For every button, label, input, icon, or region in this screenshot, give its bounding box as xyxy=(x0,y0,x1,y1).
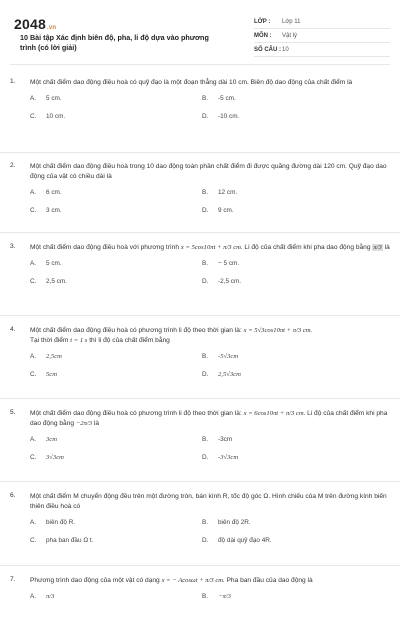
option-d[interactable] xyxy=(202,113,374,120)
option-text: 12 cm. xyxy=(218,189,238,196)
option-letter: B. xyxy=(202,593,209,600)
option-text: -5 cm. xyxy=(218,95,236,102)
answer-options xyxy=(10,260,390,285)
option-b[interactable] xyxy=(202,353,374,360)
option-text: 3 cm. xyxy=(46,207,62,214)
option-a[interactable] xyxy=(30,593,202,600)
option-d[interactable] xyxy=(202,278,374,285)
question-text-part: Một chất điểm dao động điều hoà có phương trình li độ theo thời gian là: xyxy=(30,410,242,417)
meta-row-count xyxy=(254,43,390,57)
question-number: 6. xyxy=(10,492,16,499)
option-text: -2,5 cm. xyxy=(218,278,242,285)
option-b[interactable] xyxy=(202,189,374,196)
option-b[interactable] xyxy=(202,593,374,600)
question-list xyxy=(0,78,400,626)
meta-label: LỚP : xyxy=(254,18,271,25)
option-d[interactable] xyxy=(202,371,374,378)
meta-value: Vật lý xyxy=(282,32,298,39)
header-divider xyxy=(10,64,390,65)
option-text: biên độ R. xyxy=(46,519,76,526)
time-value: t = 1 s xyxy=(70,337,88,344)
option-text: -10 cm. xyxy=(218,113,240,120)
option-text: π/3 xyxy=(46,593,55,600)
option-c[interactable] xyxy=(30,278,202,285)
question-7 xyxy=(0,566,400,626)
option-letter: A. xyxy=(30,260,37,267)
option-text: 10 cm. xyxy=(46,113,66,120)
option-letter: B. xyxy=(202,260,209,267)
option-c[interactable] xyxy=(30,113,202,120)
meta-label: MÔN : xyxy=(254,32,272,39)
question-2 xyxy=(0,153,400,233)
option-a[interactable] xyxy=(30,260,202,267)
option-text: pha ban đầu Ω t. xyxy=(46,537,94,544)
question-text-part: Tại thời điểm xyxy=(30,337,69,344)
answer-options xyxy=(10,189,390,214)
option-a[interactable] xyxy=(30,436,202,443)
question-1 xyxy=(0,78,400,153)
option-letter: A. xyxy=(30,95,37,102)
meta-row-class xyxy=(254,15,390,29)
option-letter: D. xyxy=(202,537,209,544)
phase-value: −2π/3 xyxy=(75,420,93,427)
option-letter: D. xyxy=(202,278,209,285)
option-letter: D. xyxy=(202,207,209,214)
option-text: biên độ 2R. xyxy=(218,519,251,526)
document-title: 10 Bài tập Xác định biên độ, pha, li độ dựa vào phương trình (có lời giải) xyxy=(20,33,209,52)
option-c[interactable] xyxy=(30,371,202,378)
question-5 xyxy=(0,399,400,482)
option-letter: C. xyxy=(30,207,37,214)
question-text-part: thì li độ của chất điểm bằng xyxy=(89,337,170,344)
option-b[interactable] xyxy=(202,519,374,526)
option-letter: C. xyxy=(30,113,37,120)
option-letter: C. xyxy=(30,278,37,285)
option-b[interactable] xyxy=(202,436,374,443)
option-a[interactable] xyxy=(30,519,202,526)
option-text: 2,5√3cm xyxy=(218,371,241,378)
answer-options xyxy=(10,353,390,378)
question-text-part: Pha ban đầu của dao động là xyxy=(226,577,313,584)
option-text: 6 cm. xyxy=(46,189,62,196)
meta-info xyxy=(254,15,390,57)
option-a[interactable] xyxy=(30,353,202,360)
option-letter: B. xyxy=(202,95,209,102)
option-letter: A. xyxy=(30,353,37,360)
option-a[interactable] xyxy=(30,189,202,196)
answer-options xyxy=(10,519,390,544)
question-text-part: Li độ của chất điểm khi pha dao động bằng xyxy=(244,244,371,251)
option-d[interactable] xyxy=(202,537,374,544)
option-letter: A. xyxy=(30,436,37,443)
option-c[interactable] xyxy=(30,454,202,461)
question-text xyxy=(10,409,390,429)
question-number: 3. xyxy=(10,243,16,250)
answer-options xyxy=(10,436,390,461)
question-text: Một chất điểm dao động điều hoà có quỹ đạo là một đoạn thẳng dài 10 cm. Biên độ dao động của chất điểm là xyxy=(30,79,353,86)
answer-options xyxy=(10,593,390,600)
option-c[interactable] xyxy=(30,207,202,214)
question-text xyxy=(10,243,390,253)
option-a[interactable] xyxy=(30,95,202,102)
option-text: -3cm xyxy=(218,436,233,443)
question-text-part: Li độ của chất điểm khi pha dao động bằng xyxy=(30,410,388,427)
option-letter: A. xyxy=(30,519,37,526)
option-letter: A. xyxy=(30,189,37,196)
option-text: 3√3cm xyxy=(46,454,64,461)
meta-value: 10 xyxy=(282,46,289,53)
equation: x = 6cos10πt + π/3 cm. xyxy=(243,410,306,417)
option-text: − 5 cm. xyxy=(218,260,240,267)
option-letter: D. xyxy=(202,454,209,461)
option-letter: B. xyxy=(202,353,209,360)
option-letter: B. xyxy=(202,189,209,196)
option-text: 5cm xyxy=(46,371,57,378)
option-letter: C. xyxy=(30,454,37,461)
question-text xyxy=(10,326,390,346)
meta-value: Lớp 11 xyxy=(282,18,301,25)
logo-suffix: .vn xyxy=(46,25,57,31)
option-text: -5√3cm xyxy=(218,353,239,360)
option-text: 2,5cm xyxy=(46,353,62,360)
logo-text: 2048 xyxy=(14,16,46,32)
question-text-part: Phương trình dao động của một vật có dạng xyxy=(30,577,160,584)
question-6 xyxy=(0,482,400,566)
option-text: 9 cm. xyxy=(218,207,234,214)
question-text-part: là xyxy=(384,244,390,251)
equation: x = − Acosωt + π/3 cm. xyxy=(161,577,225,584)
question-4 xyxy=(0,316,400,399)
option-text: 5 cm. xyxy=(46,95,62,102)
question-text-part: là xyxy=(93,420,100,427)
question-number: 2. xyxy=(10,162,16,169)
option-text: 3cm xyxy=(46,436,57,443)
option-letter: B. xyxy=(202,436,209,443)
option-b[interactable] xyxy=(202,95,374,102)
question-number: 1. xyxy=(10,78,16,85)
option-d[interactable] xyxy=(202,207,374,214)
option-d[interactable] xyxy=(202,454,374,461)
site-logo[interactable] xyxy=(14,16,56,32)
question-number: 7. xyxy=(10,576,16,583)
option-text: 5 cm. xyxy=(46,260,62,267)
option-letter: A. xyxy=(30,593,37,600)
option-letter: B. xyxy=(202,519,209,526)
option-letter: D. xyxy=(202,371,209,378)
question-text xyxy=(10,576,390,586)
option-letter: C. xyxy=(30,537,37,544)
question-number: 4. xyxy=(10,326,16,333)
option-text: -3√3cm xyxy=(218,454,239,461)
option-b[interactable] xyxy=(202,260,374,267)
meta-row-subject xyxy=(254,29,390,43)
question-text-part: Một chất điểm dao động điều hoà với phương trình xyxy=(30,244,180,251)
option-letter: C. xyxy=(30,371,37,378)
meta-label: SỐ CÂU : xyxy=(254,46,281,53)
option-text: −π/3 xyxy=(218,593,231,600)
equation: x = 5cos10πt + π/3 cm. xyxy=(180,244,243,251)
question-text: Một chất điểm M chuyển động đều trên một đường tròn, bán kính R, tốc độ góc Ω. Hình chiếu của M trên đường kính biến thiên điều hoà có xyxy=(30,493,387,510)
header xyxy=(0,0,400,58)
equation: x = 5√3cos10πt + π/3 cm. xyxy=(243,327,313,334)
option-text: 2,5 cm. xyxy=(46,278,67,285)
option-c[interactable] xyxy=(30,537,202,544)
option-letter: D. xyxy=(202,113,209,120)
question-text: Một chất điểm dao động điều hoà trong 10 dao động toàn phần chất điểm đi được quãng đường dài 120 cm. Quỹ đạo dao động của vật có chiều dài là xyxy=(30,163,387,180)
answer-options xyxy=(10,95,390,120)
option-text: độ dài quỹ đạo 4R. xyxy=(218,537,272,544)
question-number: 5. xyxy=(10,409,16,416)
question-text-part: Một chất điểm dao động điều hoà có phương trình li độ theo thời gian là: xyxy=(30,327,242,334)
highlighted-phase: π/3 xyxy=(373,244,382,251)
question-3 xyxy=(0,233,400,316)
